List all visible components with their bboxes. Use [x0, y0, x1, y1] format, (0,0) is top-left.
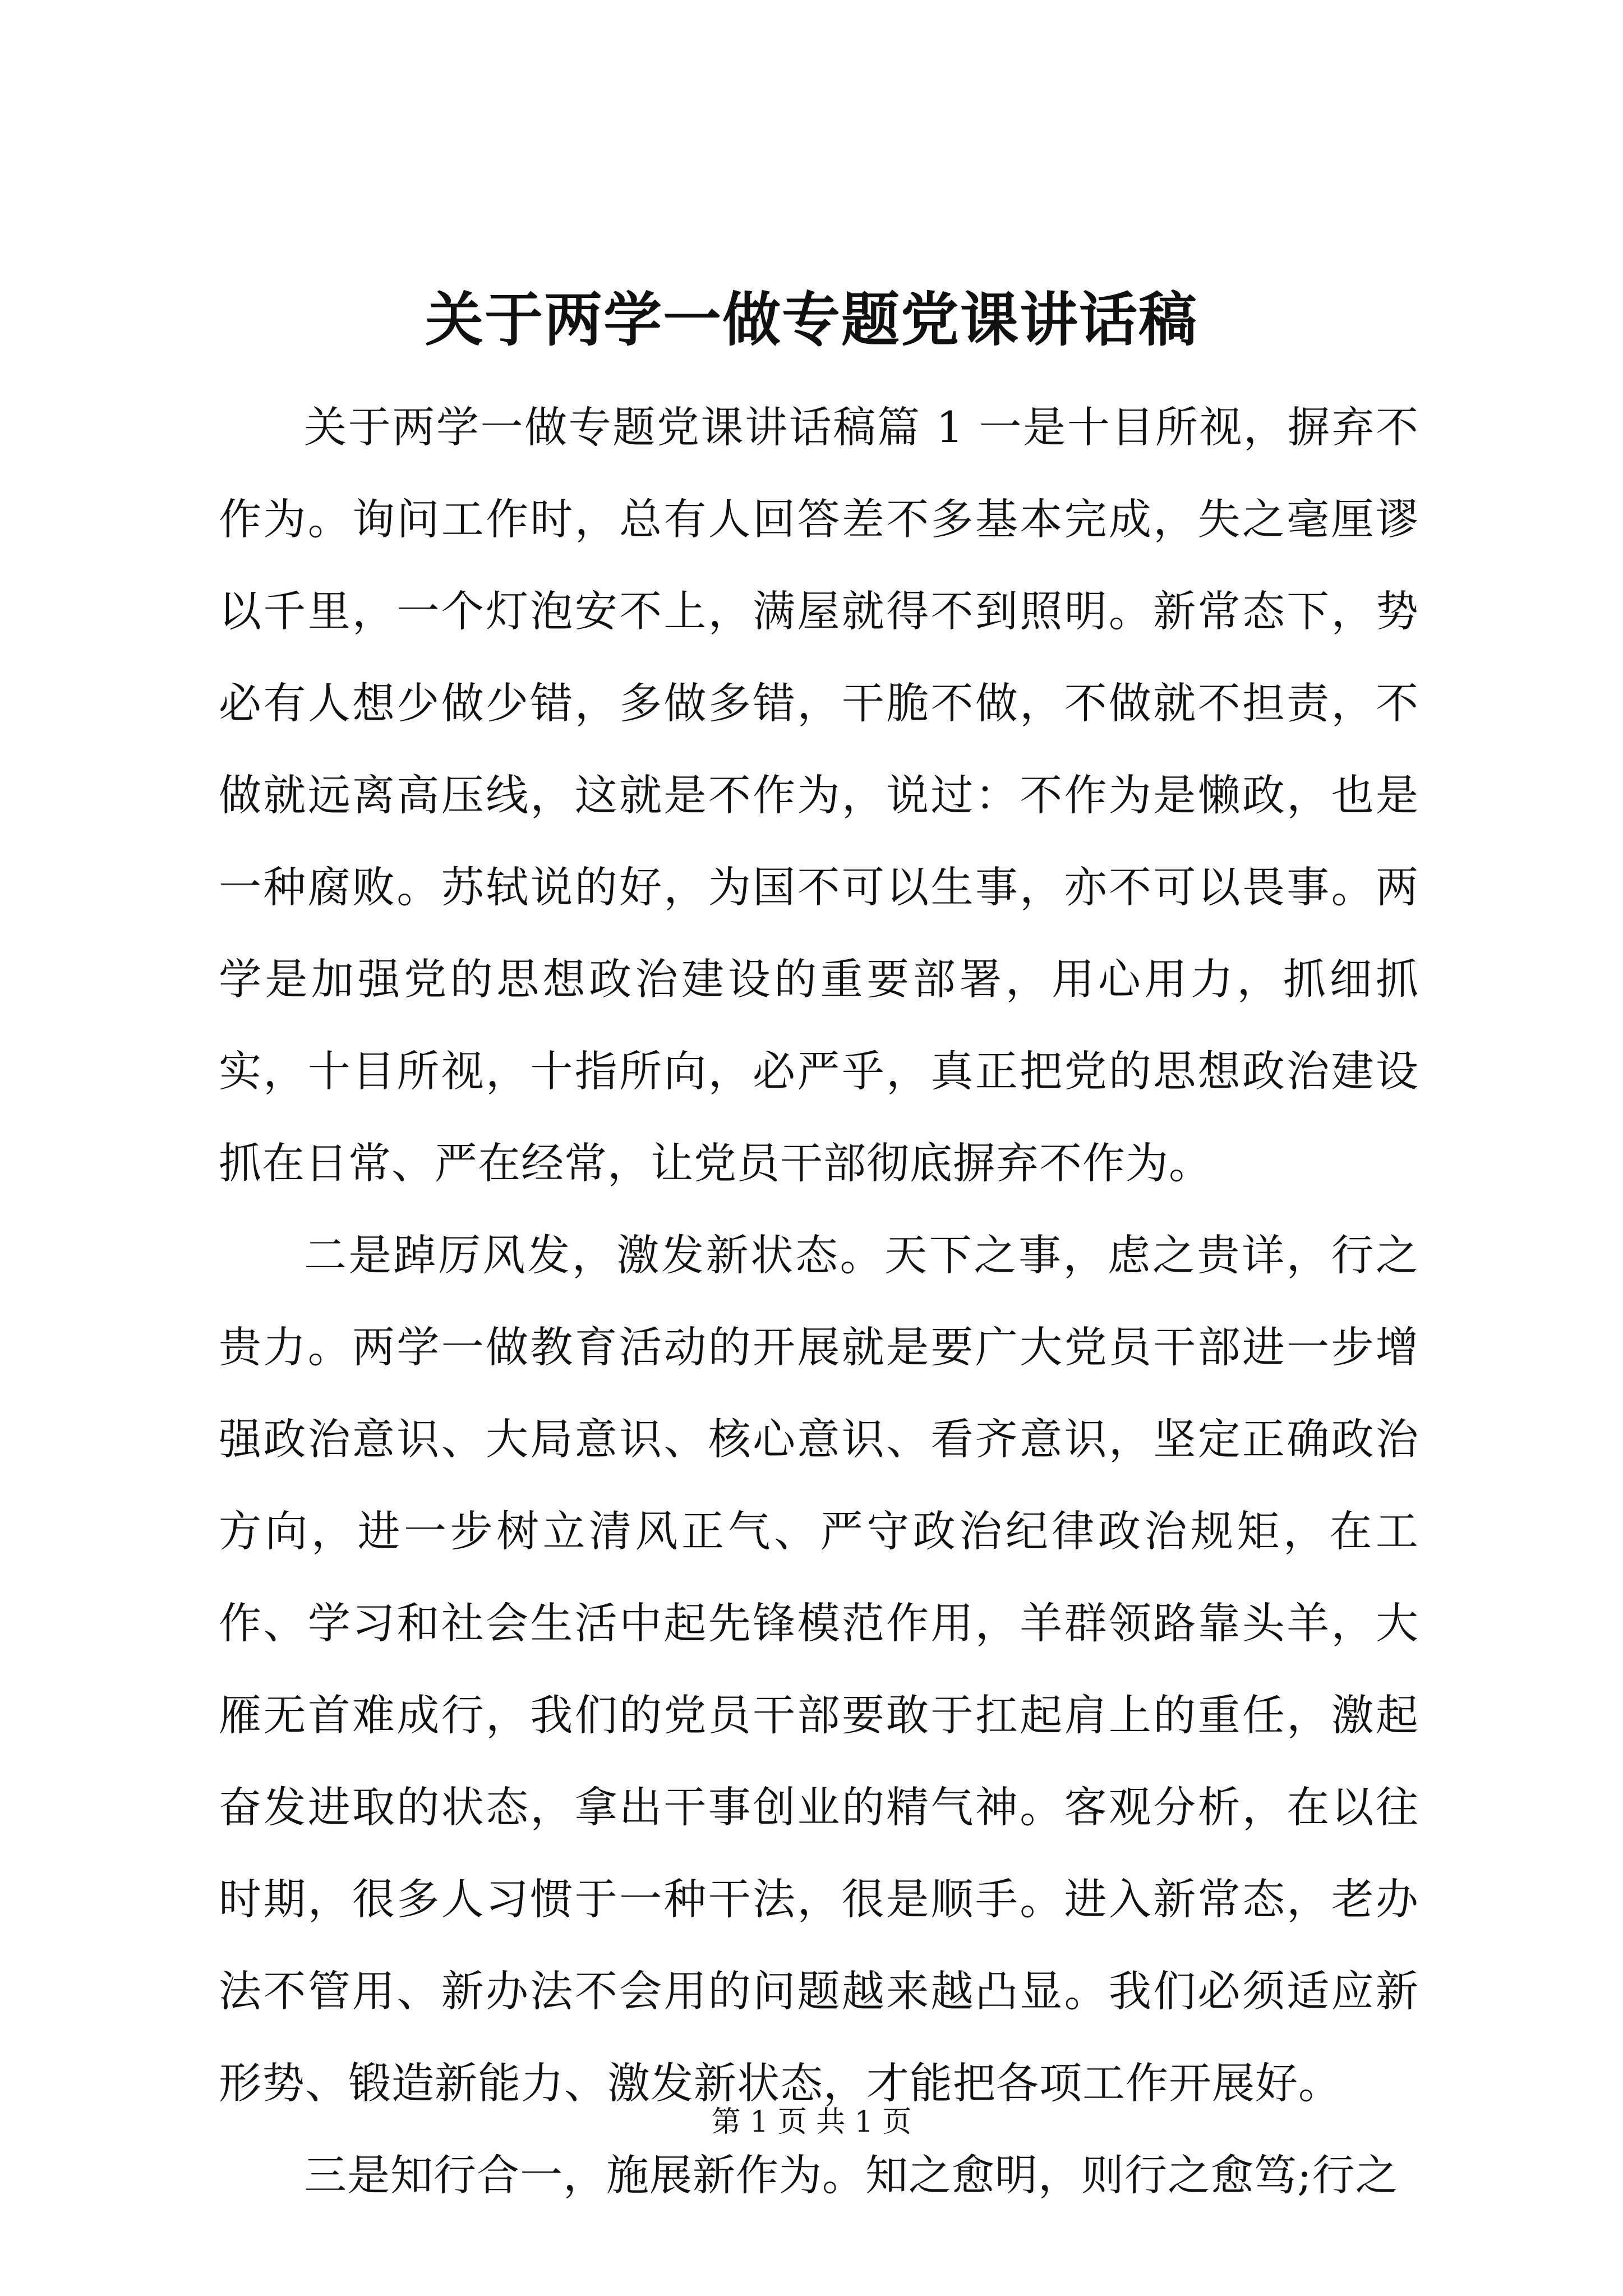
paragraph-2: 二是踔厉风发，激发新状态。天下之事，虑之贵详，行之贵力。两学一做教育活动的开展就是要广大党员干部进一步增强政治意识、大局意识、核心意识、看齐意识，坚定正确政治方向，进一步树立清风正气、严守政治纪律政治规矩，在工作、学习和社会生活中起先锋模范作用，羊群领路靠头羊，大雁无首难成行，我们的党员干部要敢于扛起肩上的重任，激起奋发进取的状态，拿出干事创业的精气神。客观分析，在以往时期，很多人习惯于一种干法，很是顺手。进入新常态，老办法不管用、新办法不会用的问题越来越凸显。我们必须适应新形势、锻造新能力、激发新状态，才能把各项工作开展好。 — [219, 1230, 1419, 2108]
document-title: 关于两学一做专题党课讲话稿 — [425, 285, 1198, 354]
paragraph-3: 三是知行合一，施展新作为。知之愈明，则行之愈笃;行之 — [304, 2150, 1399, 2200]
paragraph-1: 关于两学一做专题党课讲话稿篇 1 一是十目所视，摒弃不作为。询问工作时，总有人回答差不多基本完成，失之毫厘谬以千里，一个灯泡安不上，满屋就得不到照明。新常态下，势必有人想少做少错，多做多错，干脆不做，不做就不担责，不做就远离高压线，这就是不作为，说过：不作为是懒政，也是一种腐败。苏轼说的好，为国不可以生事，亦不可以畏事。两学是加强党的思想政治建设的重要部署，用心用力，抓细抓实，十目所视，十指所向，必严乎，真正把党的思想政治建设抓在日常、严在经常，让党员干部彻底摒弃不作为。 — [219, 402, 1419, 1188]
document-body — [219, 381, 1419, 2221]
page-footer: 第 1 页 共 1 页 — [711, 2105, 912, 2139]
